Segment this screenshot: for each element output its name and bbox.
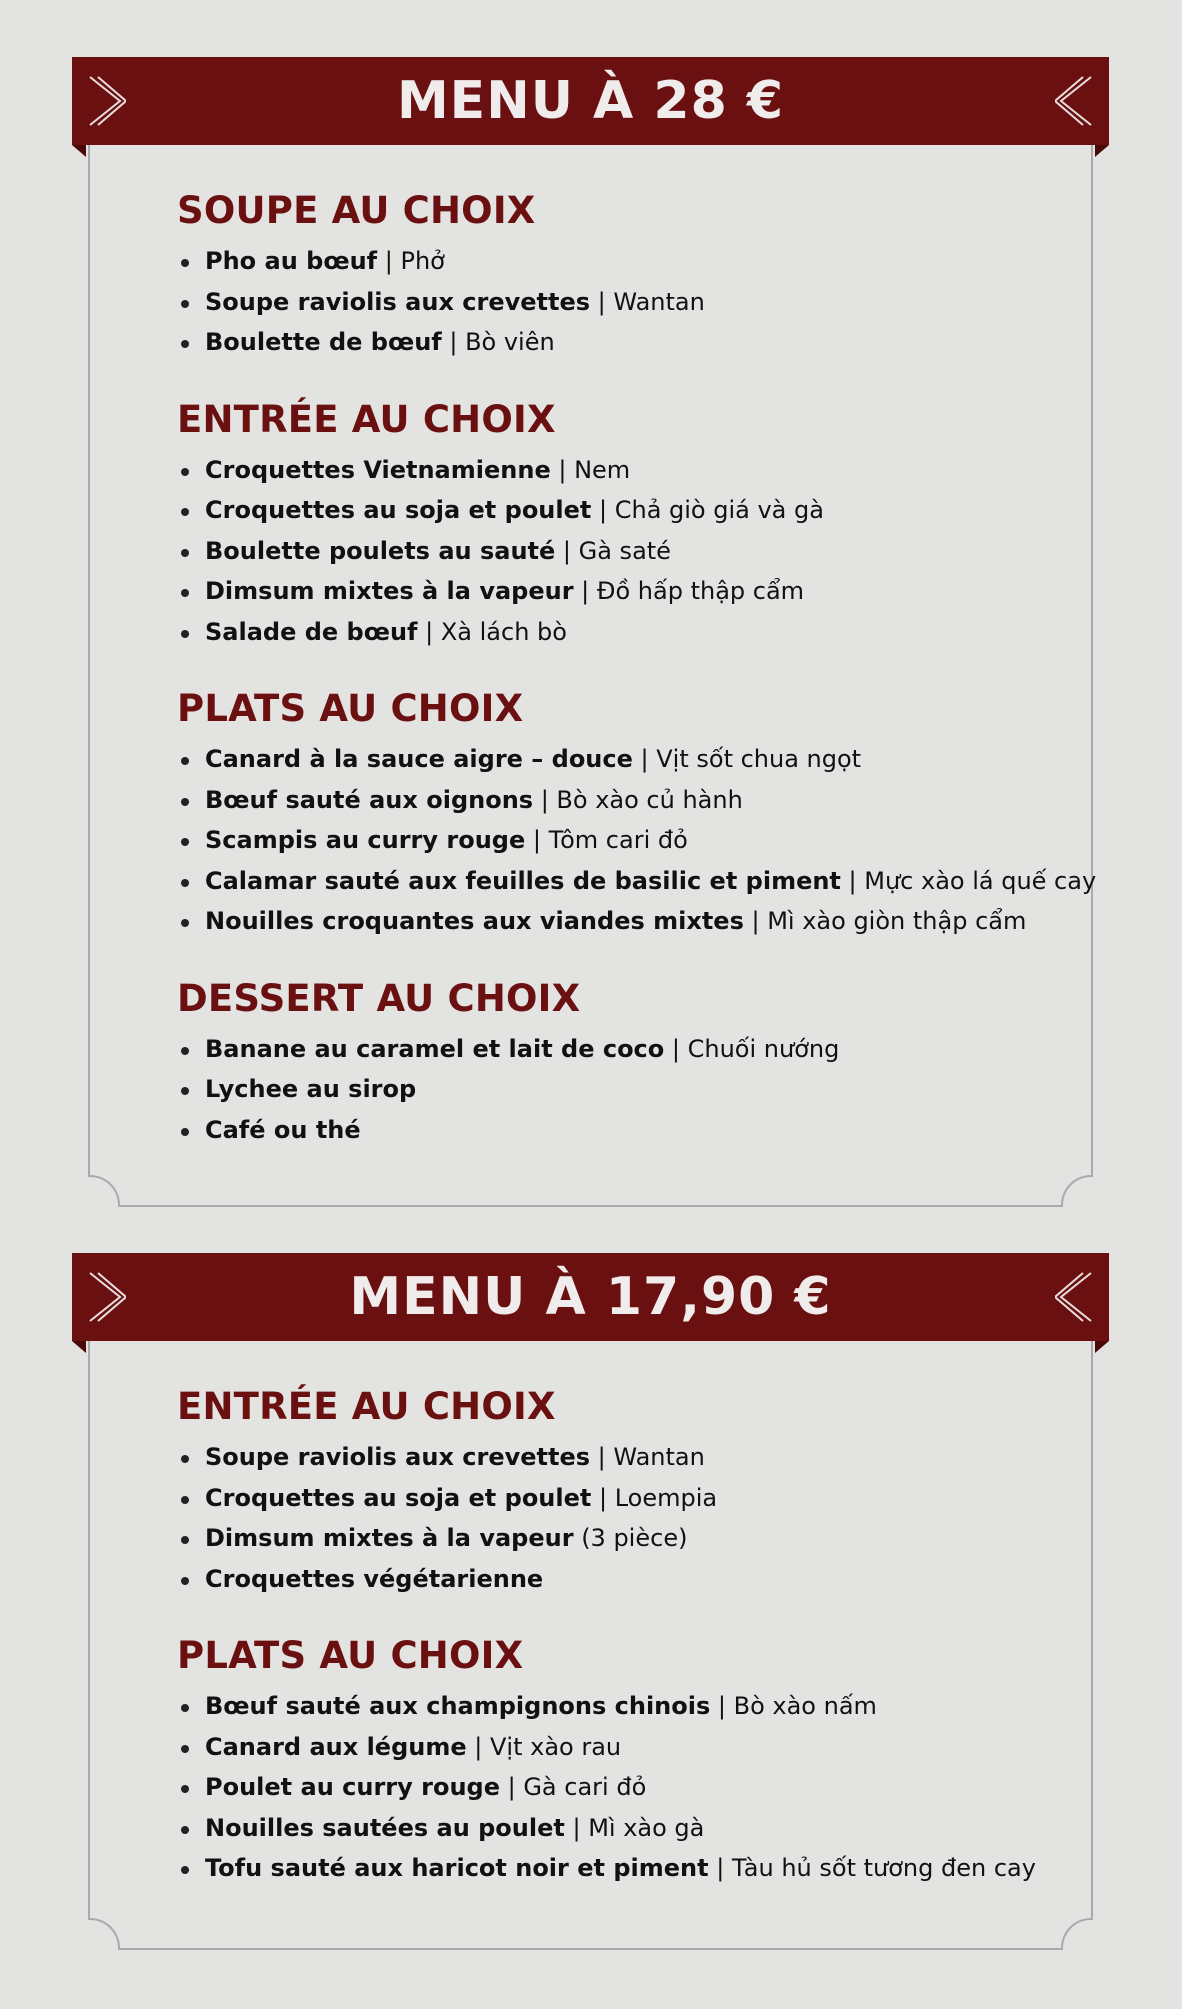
dish-vietnamese-name: Bò xào nấm xyxy=(733,1692,877,1720)
dish-vietnamese-name: Bò viên xyxy=(465,328,555,356)
dish-item xyxy=(177,1559,1069,1600)
dish-item xyxy=(177,901,1069,942)
dish-name: Scampis au curry rouge xyxy=(205,826,526,854)
dish-separator: | xyxy=(573,577,597,605)
menu-section xyxy=(177,1381,1069,1599)
dish-separator: | xyxy=(441,328,466,356)
banner-fold-left xyxy=(72,1341,86,1353)
dish-separator: | xyxy=(533,785,557,814)
banner-fold-right xyxy=(1095,1341,1109,1353)
menu-content xyxy=(177,1381,1069,1920)
menu-card-28 xyxy=(72,57,1109,1207)
chevron-right-icon xyxy=(86,1269,126,1325)
dish-separator: | xyxy=(499,1773,524,1801)
dish-separator: | xyxy=(632,745,657,773)
dish-item xyxy=(177,739,1069,780)
menu-section xyxy=(177,394,1069,653)
menu-content xyxy=(177,185,1097,1181)
menu-title: MENU À 17,90 € xyxy=(349,1267,832,1327)
dish-item xyxy=(177,282,1069,323)
dish-name: Salade de bœuf xyxy=(205,617,418,646)
dish-name: Pho au bœuf xyxy=(205,247,378,275)
dish-item xyxy=(177,1437,1069,1478)
dish-vietnamese-name: Loempia xyxy=(614,1483,718,1512)
chevron-right-icon xyxy=(86,73,126,129)
dish-vietnamese-name: Mì xào gà xyxy=(588,1813,705,1842)
dish-name: Soupe raviolis aux crevettes xyxy=(205,287,591,316)
dish-item xyxy=(177,1808,1069,1849)
dish-separator: | xyxy=(550,455,575,484)
section-title: DESSERT AU CHOIX xyxy=(177,976,581,1020)
dish-vietnamese-name: Bò xào củ hành xyxy=(556,785,743,814)
dish-name: Café ou thé xyxy=(205,1115,361,1144)
menu-section xyxy=(177,973,1069,1151)
dish-name: Dimsum mixtes à la vapeur xyxy=(205,1524,574,1552)
section-title: ENTRÉE AU CHOIX xyxy=(177,1385,556,1428)
dish-name: Banane au caramel et lait de coco xyxy=(205,1034,665,1063)
dish-name: Nouilles croquantes aux viandes mixtes xyxy=(205,907,744,935)
dish-item xyxy=(177,612,1069,653)
dish-name: Boulette de bœuf xyxy=(205,328,442,356)
dish-item xyxy=(177,1686,1069,1727)
dish-item xyxy=(177,1518,1069,1559)
dish-vietnamese-name: Chả giò giá và gà xyxy=(614,496,824,524)
dish-separator: | xyxy=(591,496,615,524)
section-title: PLATS AU CHOIX xyxy=(177,687,524,730)
dish-vietnamese-name: Gà saté xyxy=(578,536,671,565)
dish-vietnamese-name: Chuối nướng xyxy=(687,1034,840,1063)
dish-item xyxy=(177,450,1069,491)
dish-separator: | xyxy=(417,617,441,646)
dish-name: Dimsum mixtes à la vapeur xyxy=(205,577,574,605)
menu-banner xyxy=(72,57,1109,145)
dish-vietnamese-name: Mực xào lá quế cay xyxy=(864,866,1097,895)
dish-separator: | xyxy=(590,1443,614,1471)
dish-item xyxy=(177,1767,1069,1808)
dish-separator: | xyxy=(710,1692,734,1720)
dish-list xyxy=(177,1686,1069,1889)
chevron-left-icon xyxy=(1055,1269,1095,1325)
dish-list xyxy=(177,739,1097,942)
dish-name: Boulette poulets au sauté xyxy=(205,536,556,565)
dish-vietnamese-name: Phở xyxy=(400,247,445,275)
dish-name: Canard à la sauce aigre – douce xyxy=(205,745,633,773)
corner-notch-right xyxy=(1061,1918,1093,1950)
dish-item xyxy=(177,322,1069,363)
dish-item xyxy=(177,1110,1069,1151)
dish-separator: | xyxy=(840,866,865,895)
dish-name: Calamar sauté aux feuilles de basilic et piment xyxy=(205,866,841,895)
dish-name: Nouilles sautées au poulet xyxy=(205,1813,565,1842)
dish-name: Bœuf sauté aux oignons xyxy=(205,785,534,814)
menu-section xyxy=(177,185,1069,363)
menu-title: MENU À 28 € xyxy=(396,71,785,131)
dish-item xyxy=(177,241,1069,282)
dish-name: Tofu sauté aux haricot noir et piment xyxy=(205,1854,709,1882)
dish-vietnamese-name: Vịt sốt chua ngọt xyxy=(656,745,862,773)
dish-separator: | xyxy=(377,247,401,275)
corner-notch-left xyxy=(88,1175,120,1207)
dish-vietnamese-name: Xà lách bò xyxy=(440,617,567,646)
menu-section xyxy=(177,1630,1069,1889)
dish-item xyxy=(177,861,1097,902)
dish-name: Canard aux légume xyxy=(205,1732,467,1761)
dish-separator: | xyxy=(564,1813,589,1842)
dish-list xyxy=(177,1029,1069,1151)
dish-name: Soupe raviolis aux crevettes xyxy=(205,1443,591,1471)
dish-separator: | xyxy=(555,536,579,565)
dish-vietnamese-name: Tàu hủ sốt tương đen cay xyxy=(731,1854,1036,1882)
dish-vietnamese-name: Vịt xào rau xyxy=(489,1732,622,1761)
dish-item xyxy=(177,1029,1069,1070)
dish-name: Poulet au curry rouge xyxy=(205,1773,500,1801)
dish-name: Lychee au sirop xyxy=(205,1075,417,1103)
dish-separator: | xyxy=(743,907,768,935)
chevron-left-icon xyxy=(1055,73,1095,129)
dish-list xyxy=(177,1437,1069,1599)
dish-vietnamese-name: Gà cari đỏ xyxy=(523,1773,647,1801)
dish-name: Croquettes au soja et poulet xyxy=(205,1483,592,1512)
dish-vietnamese-name: Wantan xyxy=(613,287,705,316)
dish-item xyxy=(177,1478,1069,1519)
dish-item xyxy=(177,571,1069,612)
dish-list xyxy=(177,241,1069,363)
dish-separator: | xyxy=(590,287,614,316)
menu-section xyxy=(177,683,1097,942)
dish-item xyxy=(177,1727,1069,1768)
dish-item xyxy=(177,531,1069,572)
dish-separator: | xyxy=(525,826,549,854)
dish-item xyxy=(177,1069,1069,1110)
section-title: ENTRÉE AU CHOIX xyxy=(177,397,556,441)
dish-item xyxy=(177,780,1069,821)
banner-fold-left xyxy=(72,145,86,157)
dish-separator: | xyxy=(591,1483,615,1512)
dish-separator: | xyxy=(708,1854,732,1882)
dish-vietnamese-name: Mì xào giòn thập cẩm xyxy=(767,907,1027,935)
dish-vietnamese-name: Nem xyxy=(574,455,631,484)
dish-separator: | xyxy=(664,1034,688,1063)
dish-vietnamese-name: Đồ hấp thập cẩm xyxy=(596,577,805,605)
banner-fold-right xyxy=(1095,145,1109,157)
dish-item xyxy=(177,820,1069,861)
dish-item xyxy=(177,1848,1069,1889)
dish-name: Croquettes végétarienne xyxy=(205,1564,544,1593)
dish-item xyxy=(177,490,1069,531)
section-title: SOUPE AU CHOIX xyxy=(177,189,536,232)
dish-name: Bœuf sauté aux champignons chinois xyxy=(205,1692,711,1720)
section-title: PLATS AU CHOIX xyxy=(177,1634,524,1677)
dish-vietnamese-name: Wantan xyxy=(613,1443,705,1471)
dish-vietnamese-name: (3 pièce) xyxy=(581,1524,688,1552)
menu-banner xyxy=(72,1253,1109,1341)
dish-vietnamese-name: Tôm cari đỏ xyxy=(548,826,688,854)
dish-name: Croquettes Vietnamienne xyxy=(205,455,551,484)
dish-separator: | xyxy=(466,1732,490,1761)
dish-list xyxy=(177,450,1069,653)
menu-card-17-90 xyxy=(72,1253,1109,1950)
dish-name: Croquettes au soja et poulet xyxy=(205,496,592,524)
corner-notch-left xyxy=(88,1918,120,1950)
